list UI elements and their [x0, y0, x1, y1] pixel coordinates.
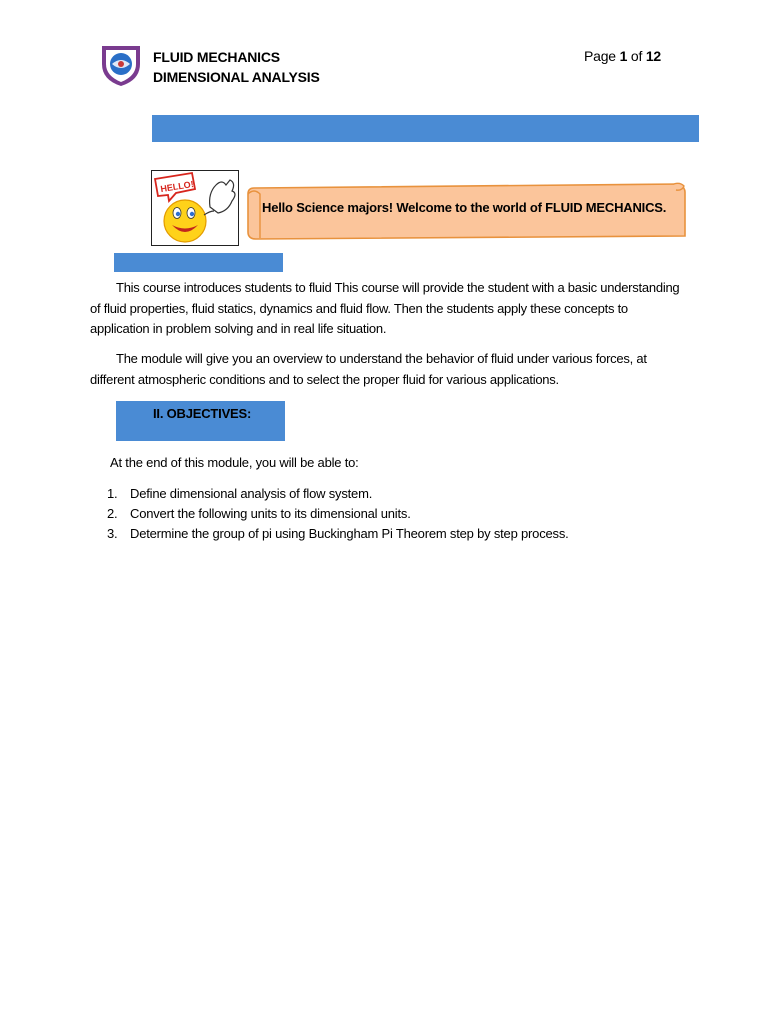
list-item-number: 2.: [107, 506, 118, 521]
page-number: [584, 47, 661, 65]
page-total: 12: [645, 48, 662, 64]
greeting-text: Hello Science majors! Welcome to the world of FLUID MECHANICS.: [262, 200, 667, 215]
header-title: [153, 47, 320, 87]
intro-paragraph-1-text: This course introduces students to fluid This course will provide the student with a basic understanding of fluid properties, fluid statics, dynamics and fluid flow. Then the students apply these concepts to application in problem solving and in real life situation.: [90, 280, 680, 336]
objectives-lead: At the end of this module, you will be able to:: [110, 455, 359, 470]
intro-paragraph-2-text: The module will give you an overview to understand the behavior of fluid under various forces, at different atmospheric conditions and to select the proper fluid for various applications.: [90, 351, 647, 387]
section-banner: [152, 115, 699, 142]
list-item-number: 3.: [107, 526, 118, 541]
waving-smiley-icon: [152, 171, 238, 245]
course-title: FLUID MECHANICS: [153, 49, 280, 65]
page-separator: of: [627, 48, 646, 64]
objectives-heading: II. OBJECTIVES:: [153, 406, 252, 421]
page-prefix: Page: [584, 48, 620, 64]
intro-paragraph-2: [90, 349, 690, 390]
hello-illustration: [151, 170, 239, 246]
hello-bubble-text: HELLO!: [159, 178, 195, 195]
list-item: [107, 524, 569, 544]
list-item-number: 1.: [107, 486, 118, 501]
list-item-text: Convert the following units to its dimensional units.: [130, 506, 411, 521]
list-item: [107, 504, 569, 524]
list-item-text: Define dimensional analysis of flow system.: [130, 486, 373, 501]
intro-paragraph-1: [90, 278, 690, 340]
module-title: DIMENSIONAL ANALYSIS: [153, 69, 320, 85]
school-logo: [98, 42, 144, 88]
list-item: [107, 484, 569, 504]
introduction-banner: [114, 253, 283, 272]
page-current: 1: [619, 48, 628, 64]
objectives-list: [107, 484, 569, 544]
list-item-text: Determine the group of pi using Buckingham Pi Theorem step by step process.: [130, 526, 569, 541]
